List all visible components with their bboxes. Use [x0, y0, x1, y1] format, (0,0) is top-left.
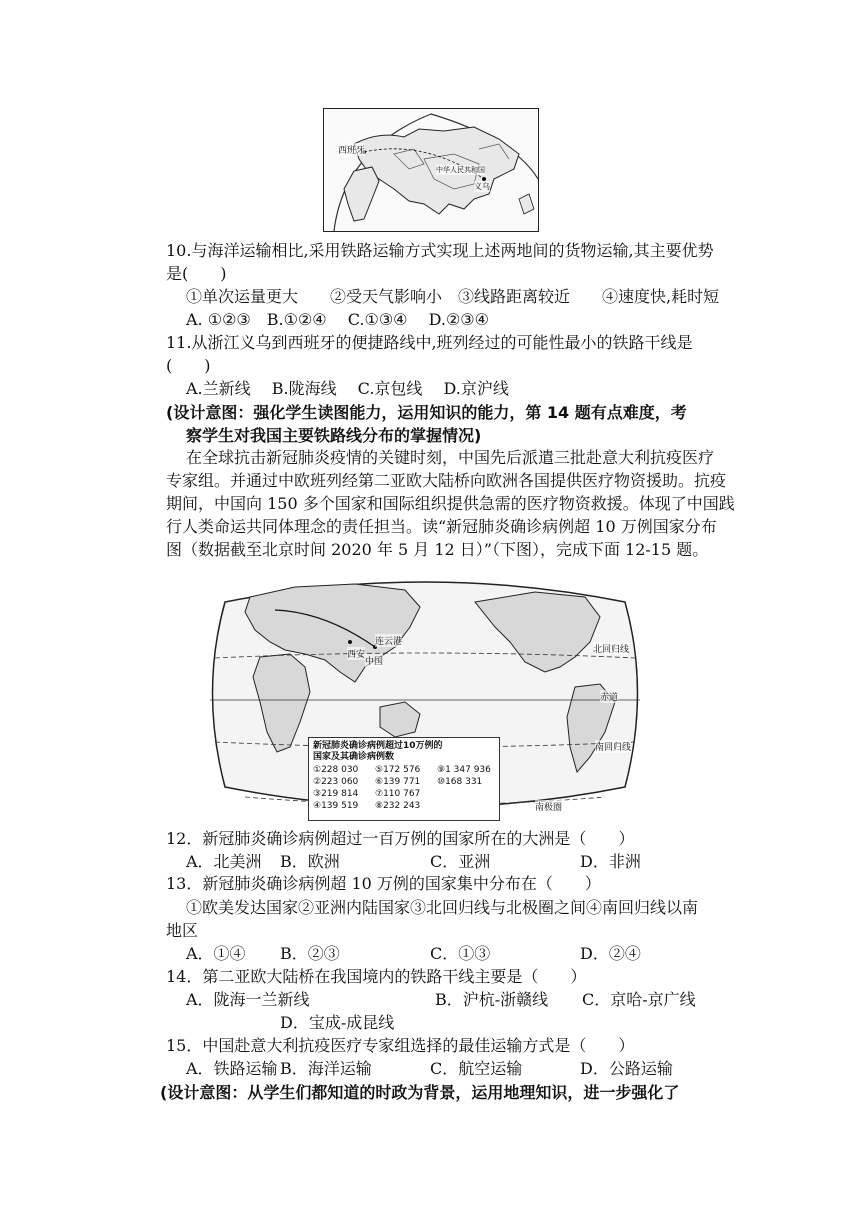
question-13-options: ①欧美发达国家②亚洲内陆国家③北回归线与北极圈之间④南回归线以南 — [186, 898, 699, 917]
equator-label: 赤道 — [600, 690, 618, 703]
question-14-choice-d: D．宝成-成昆线 — [280, 1013, 395, 1032]
question-12-choice-c: C．亚洲 — [430, 852, 491, 871]
xian-label: 西安 — [347, 647, 365, 660]
question-10-stem-cont: 是( ) — [166, 264, 227, 283]
question-15-choice-c: C．航空运输 — [430, 1059, 523, 1078]
question-13-options-cont: 地区 — [166, 921, 199, 940]
question-11-choices: A.兰新线 B.陇海线 C.京包线 D.京沪线 — [186, 379, 509, 398]
north-tropic-label: 北回归线 — [593, 642, 629, 655]
south-tropic-label: 南回归线 — [595, 740, 631, 753]
passage-line-4: 行人类命运共同体理念的责任担当。读“新冠肺炎确诊病例超 10 万例国家分布 — [166, 517, 717, 536]
question-12-stem: 12．新冠肺炎确诊病例超过一百万例的国家所在的大洲是（ ） — [166, 829, 635, 848]
design-note-1-cont: 察学生对我国主要铁路线分布的掌握情况) — [186, 426, 482, 445]
passage-line-2: 专家组。并通过中欧班列经第二亚欧大陆桥向欧洲各国提供医疗物资援助。抗疫 — [166, 471, 727, 490]
passage-line-3: 期间，中国向 150 多个国家和国际组织提供急需的医疗物资救援。体现了中国践 — [166, 494, 735, 513]
legend-item: ⑥139 771 — [375, 777, 421, 787]
question-13-choice-c: C．①③ — [430, 944, 491, 963]
question-13-choice-b: B．②③ — [280, 944, 340, 963]
china-map-label: 中国 — [365, 654, 383, 667]
question-12-choice-a: A．北美洲 — [186, 852, 262, 871]
question-14-choice-c: C．京哈-京广线 — [582, 990, 696, 1009]
passage-line-5: 图（数据截至北京时间 2020 年 5 月 12 日）”（下图），完成下面 12-15 题。 — [166, 540, 709, 559]
legend-item: ⑤172 576 — [375, 765, 421, 775]
question-14-choice-b: B．沪杭-浙赣线 — [435, 990, 549, 1009]
question-13-choice-d: D．②④ — [580, 944, 641, 963]
legend-title-line-2: 国家及其确诊病例数 — [313, 752, 395, 762]
question-15-stem: 15．中国赴意大利抗疫医疗专家组选择的最佳运输方式是（ ） — [166, 1036, 635, 1055]
question-10-stem: 10.与海洋运输相比,采用铁路运输方式实现上述两地间的货物运输,其主要优势 — [166, 241, 714, 260]
eurasia-map — [323, 108, 539, 232]
legend-item: ①228 030 — [313, 765, 359, 775]
question-12-choice-d: D．非洲 — [580, 852, 641, 871]
legend-item: ②223 060 — [313, 777, 359, 787]
legend-item — [437, 789, 499, 800]
spain-label: 西班牙 — [338, 143, 365, 156]
legend-item: ③219 814 — [313, 789, 359, 799]
legend-item — [437, 801, 499, 812]
lianyungang-label: 连云港 — [375, 634, 402, 647]
design-note-1: (设计意图：强化学生读图能力，运用知识的能力，第 14 题有点难度，考 — [166, 403, 687, 422]
china-label: 中华人民共和国 — [436, 166, 485, 174]
legend-item: ⑩168 331 — [437, 777, 483, 787]
question-14-stem: 14．第二亚欧大陆桥在我国境内的铁路干线主要是（ ） — [166, 967, 587, 986]
eurasia-map-drawing — [324, 109, 538, 231]
map-legend — [308, 737, 500, 821]
legend-values — [309, 765, 499, 812]
question-11-stem: 11.从浙江义乌到西班牙的便捷路线中,班列经过的可能性最小的铁路干线是 — [166, 333, 693, 352]
legend-item: ⑨1 347 936 — [437, 765, 491, 775]
legend-item: ⑦110 767 — [375, 789, 421, 799]
question-10-options: ①单次运量更大 ②受天气影响小 ③线路距离较近 ④速度快,耗时短 — [186, 287, 720, 306]
question-12-choice-b: B．欧洲 — [280, 852, 340, 871]
passage-line-1: 在全球抗击新冠肺炎疫情的关键时刻，中国先后派遣三批赴意大利抗疫医疗 — [186, 448, 715, 467]
legend-title-line-1: 新冠肺炎确诊病例超过10万例的 — [313, 741, 443, 751]
question-15-choice-b: B．海洋运输 — [280, 1059, 372, 1078]
legend-title — [309, 738, 499, 765]
legend-item: ⑧232 243 — [375, 801, 421, 811]
question-13-choice-a: A．①④ — [186, 944, 246, 963]
antarctic-circle-label: 南极圈 — [535, 800, 562, 813]
design-note-2: (设计意图：从学生们都知道的时政为背景，运用地理知识，进一步强化了 — [160, 1083, 680, 1102]
yiwu-label: 义乌 — [474, 182, 490, 191]
question-14-choice-a: A．陇海一兰新线 — [186, 990, 310, 1009]
question-15-choice-d: D．公路运输 — [580, 1059, 673, 1078]
question-11-stem-cont: ( ) — [166, 356, 211, 375]
legend-item: ④139 519 — [313, 801, 359, 811]
question-13-stem: 13．新冠肺炎确诊病例超 10 万例的国家集中分布在（ ） — [166, 874, 601, 893]
question-15-choice-a: A．铁路运输 — [186, 1059, 278, 1078]
question-10-choices: A. ①②③ B.①②④ C.①③④ D.②③④ — [186, 310, 489, 329]
